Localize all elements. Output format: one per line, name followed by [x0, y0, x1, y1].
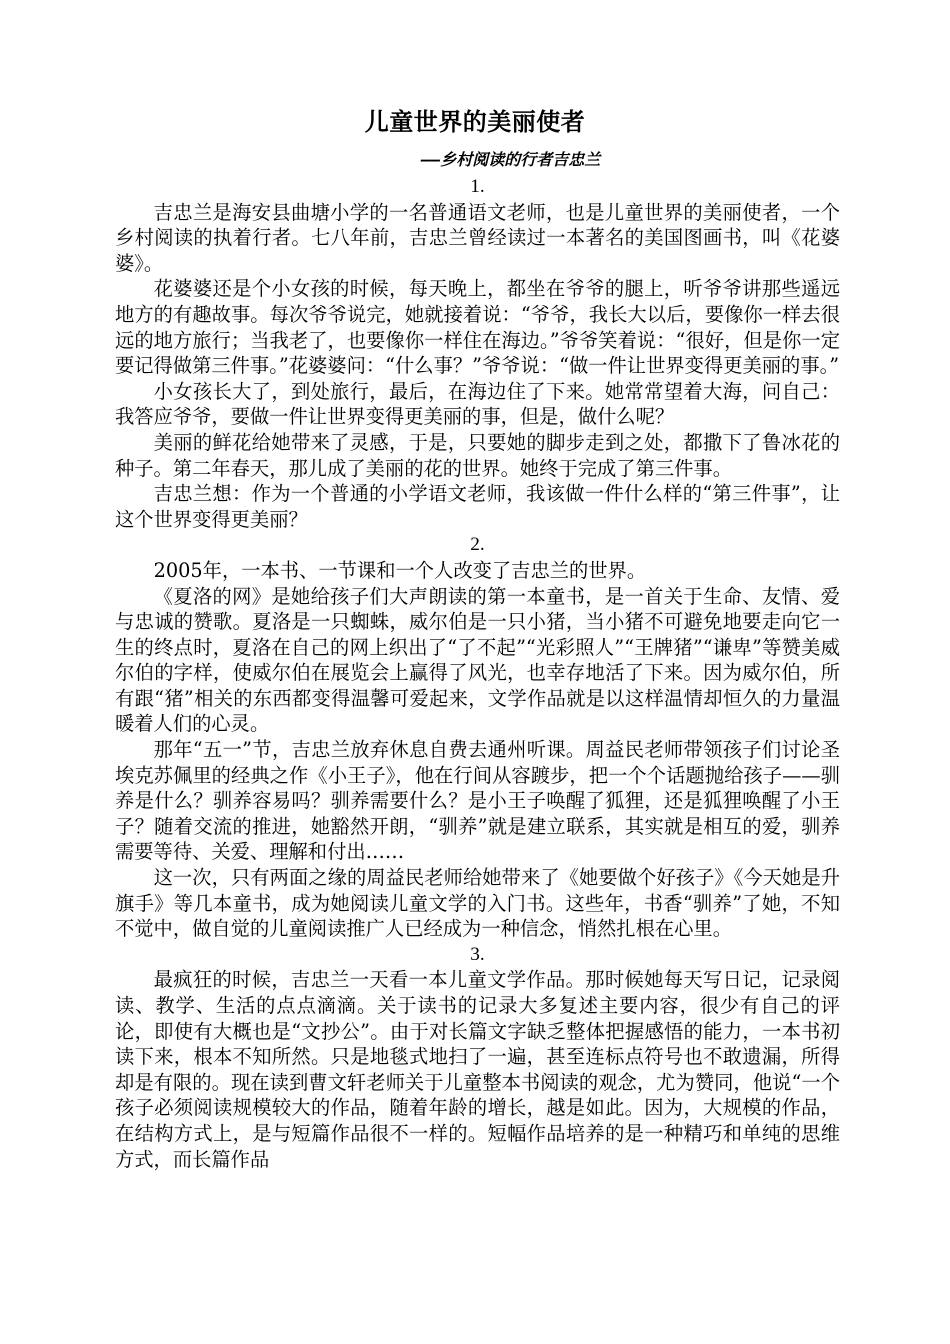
paragraph: 吉忠兰想：作为一个普通的小学语文老师，我该做一件什么样的“第三件事”，让这个世界变得更美丽？ — [115, 482, 840, 531]
paragraph: 美丽的鲜花给她带来了灵感，于是，只要她的脚步走到之处，都撒下了鲁冰花的种子。第二年春天，那儿成了美丽的花的世界。她终于完成了第三件事。 — [115, 430, 840, 480]
paragraph: 《夏洛的网》是她给孩子们大声朗读的第一本童书，是一首关于生命、友情、爱与忠诚的赞歌。夏洛是一只蜘蛛，威尔伯是一只小猪，当小猪不可避免地要走向它一生的终点时，夏洛在自己的网上织出了“了不起”“光彩照人”“王牌猪”“谦卑”等赞美威尔伯的字样，使威尔伯在展览会上赢得了风光，也幸存地活了下来。因为威尔伯，所有跟“猪”相关的东西都变得温馨可爱起来，文学作品就是以这样温情却恒久的力量温暖着人们的心灵。 — [115, 584, 840, 736]
paragraph: 最疯狂的时候，吉忠兰一天看一本儿童文学作品。那时候她每天写日记，记录阅读、教学、生活的点点滴滴。关于读书的记录大多复述主要内容，很少有自己的评论，即使有大概也是“文抄公”。由于对长篇文字缺乏整体把握感悟的能力，一本书初读下来，根本不知所然。只是地毯式地扫了一遍，甚至连标点符号也不敢遗漏，所得却是有限的。现在读到曹文轩老师关于儿童整本书阅读的观念，尤为赞同，他说“一个孩子必须阅读规模较大的作品，随着年龄的增长，越是如此。因为，大规模的作品，在结构方式上，是与短篇作品很不一样的。短幅作品培养的是一种精巧和单纯的思维方式，而长篇作品 — [115, 968, 840, 1171]
section-number-1: 1. — [470, 176, 485, 197]
section-number-3: 3. — [470, 943, 485, 965]
paragraph: 花婆婆还是个小女孩的时候，每天晚上，都坐在爷爷的腿上，听爷爷讲那些遥远地方的有趣故事。每次爷爷说完，她就接着说：“爷爷，我长大以后，要像你一样去很远的地方旅行；当我老了，也要像你一样住在海边。”爷爷笑着说：“很好，但是你一定要记得做第三件事。”花婆婆问：“什么事？”爷爷说：“做一件让世界变得更美丽的事。” — [115, 277, 840, 378]
paragraph: 2005年，一本书、一节课和一个人改变了吉忠兰的世界。 — [153, 558, 647, 582]
paragraph: 吉忠兰是海安县曲塘小学的一名普通语文老师，也是儿童世界的美丽使者，一个乡村阅读的执着行者。七八年前，吉忠兰曾经读过一本著名的美国图画书，叫《花婆婆》。 — [115, 200, 840, 275]
section-number-2: 2. — [470, 534, 485, 556]
paragraph: 这一次，只有两面之缘的周益民老师给她带来了《她要做个好孩子》《今天她是升旗手》等几本童书，成为她阅读儿童文学的入门书。这些年，书香“驯养”了她，不知不觉中，做自觉的儿童阅读推广人已经成为一种信念，悄然扎根在心里。 — [115, 866, 840, 941]
document-body — [115, 174, 840, 1172]
paragraph: 小女孩长大了，到处旅行，最后，在海边住了下来。她常常望着大海，问自己：我答应爷爷，要做一件让世界变得更美丽的事，但是，做什么呢？ — [115, 379, 840, 429]
paragraph: 那年“五一”节，吉忠兰放弃休息自费去通州听课。周益民老师带领孩子们讨论圣埃克苏佩里的经典之作《小王子》，他在行间从容踱步，把一个个话题抛给孩子——驯养是什么？驯养容易吗？驯养需要什么？是小王子唤醒了狐狸，还是狐狸唤醒了小王子？随着交流的推进，她豁然开朗，“驯养”就是建立联系，其实就是相互的爱，驯养需要等待、关爱、理解和付出…… — [115, 738, 840, 864]
document-title: 儿童世界的美丽使者 — [364, 108, 586, 136]
document-subtitle: ——乡村阅读的行者吉忠兰 — [421, 150, 601, 169]
